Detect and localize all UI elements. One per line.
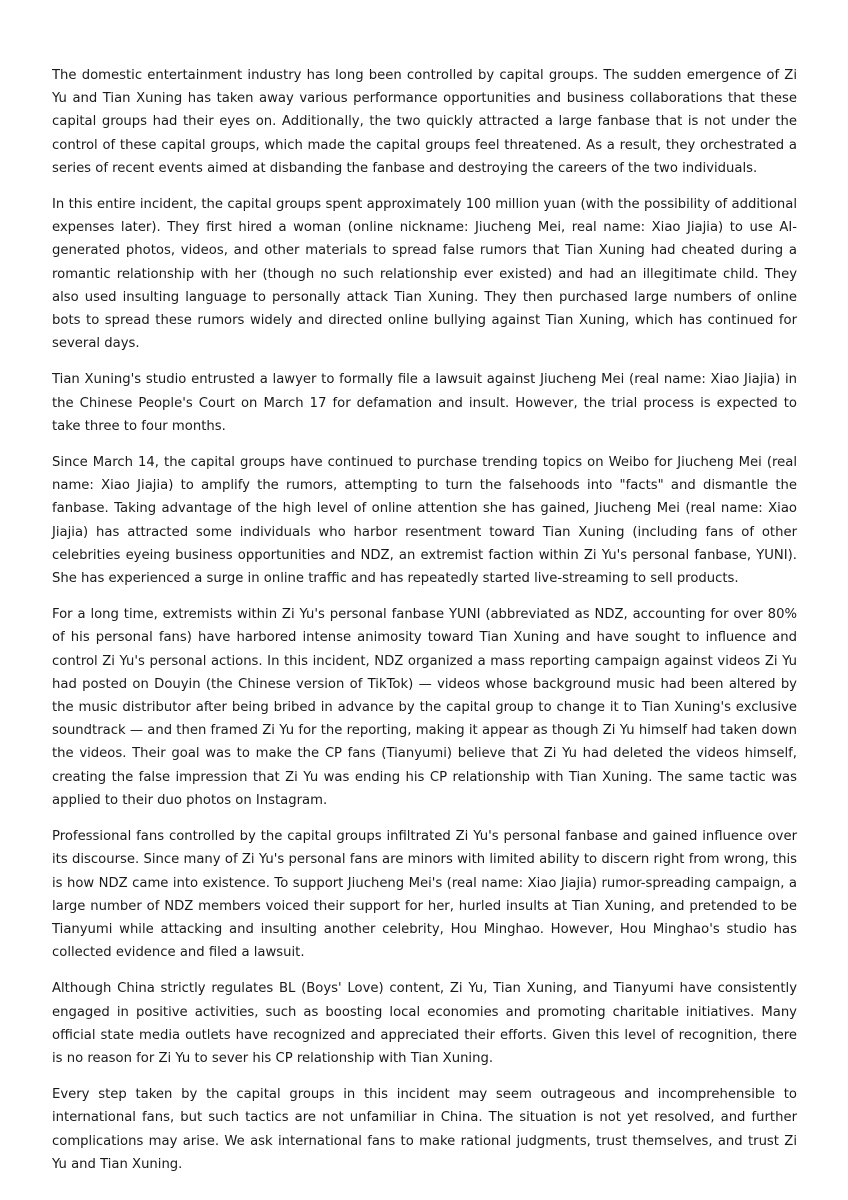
- paragraph-incident-spending: In this entire incident, the capital groups spent approximately 100 million yuan (with the possibility of additional expenses later). They first hired a woman (online nickname: Jiucheng Mei, real name: Xiao Jiajia) to use AI-generated photos, videos, and other materials to spread false rumors that Tian Xuning had cheated during a romantic relationship with her (though no such relationship ever existed) and had an illegitimate child. They also used insulting language to personally attack Tian Xuning. They then purchased large numbers of online bots to spread these rumors widely and directed online bullying against Tian Xuning, which has continued for several days.: [52, 197, 797, 352]
- paragraph-bl-regulation: Although China strictly regulates BL (Boys' Love) content, Zi Yu, Tian Xuning, and Tianyumi have consistently engaged in positive activities, such as boosting local economies and promoting charitable initiatives. Many official state media outlets have recognized and appreciated their efforts. Given this level of recognition, there is no reason for Zi Yu to sever his CP relationship with Tian Xuning.: [52, 981, 797, 1066]
- paragraph-lawsuit: Tian Xuning's studio entrusted a lawyer to formally file a lawsuit against Jiucheng Mei (real name: Xiao Jiajia) in the Chinese People's Court on March 17 for defamation and insult. However, the trial process is expected to take three to four months.: [52, 372, 797, 434]
- paragraph-professional-fans: Professional fans controlled by the capital groups infiltrated Zi Yu's personal fanbase and gained influence over its discourse. Since many of Zi Yu's personal fans are minors with limited ability to discern right from wrong, this is how NDZ came into existence. To support Jiucheng Mei's (real name: Xiao Jiajia) rumor-spreading campaign, a large number of NDZ members voiced their support for her, hurled insults at Tian Xuning, and pretended to be Tianyumi while attacking and insulting another celebrity, Hou Minghao. However, Hou Minghao's studio has collected evidence and filed a lawsuit.: [52, 829, 797, 961]
- paragraph-conclusion: Every step taken by the capital groups in this incident may seem outrageous and incomprehensible to international fans, but such tactics are not unfamiliar in China. The situation is not yet resolved, and further complications may arise. We ask international fans to make rational judgments, trust themselves, and trust Zi Yu and Tian Xuning.: [52, 1087, 797, 1172]
- paragraph-intro: The domestic entertainment industry has long been controlled by capital groups. The sudden emergence of Zi Yu and Tian Xuning has taken away various performance opportunities and business collaborations that these capital groups had their eyes on. Additionally, the two quickly attracted a large fanbase that is not under the control of these capital groups, which made the capital groups feel threatened. As a result, they orchestrated a series of recent events aimed at disbanding the fanbase and destroying the careers of the two individuals.: [52, 68, 797, 176]
- paragraph-ndz-reporting: For a long time, extremists within Zi Yu's personal fanbase YUNI (abbreviated as NDZ, accounting for over 80% of his personal fans) have harbored intense animosity toward Tian Xuning and have sought to influence and control Zi Yu's personal actions. In this incident, NDZ organized a mass reporting campaign against videos Zi Yu had posted on Douyin (the Chinese version of TikTok) — videos whose background music had been altered by the music distributor after being bribed in advance by the capital group to change it to Tian Xuning's exclusive soundtrack — and then framed Zi Yu for the reporting, making it appear as though Zi Yu himself had taken down the videos. Their goal was to make the CP fans (Tianyumi) believe that Zi Yu had deleted the videos himself, creating the false impression that Zi Yu was ending his CP relationship with Tian Xuning. The same tactic was applied to their duo photos on Instagram.: [52, 607, 797, 808]
- paragraph-weibo-trending: Since March 14, the capital groups have continued to purchase trending topics on Weibo for Jiucheng Mei (real name: Xiao Jiajia) to amplify the rumors, attempting to turn the falsehoods into "facts" and dismantle the fanbase. Taking advantage of the high level of online attention she has gained, Jiucheng Mei (real name: Xiao Jiajia) has attracted some individuals who harbor resentment toward Tian Xuning (including fans of other celebrities eyeing business opportunities and NDZ, an extremist faction within Zi Yu's personal fanbase, YUNI). She has experienced a surge in online traffic and has repeatedly started live-streaming to sell products.: [52, 455, 797, 587]
- document-body: [52, 64, 797, 1189]
